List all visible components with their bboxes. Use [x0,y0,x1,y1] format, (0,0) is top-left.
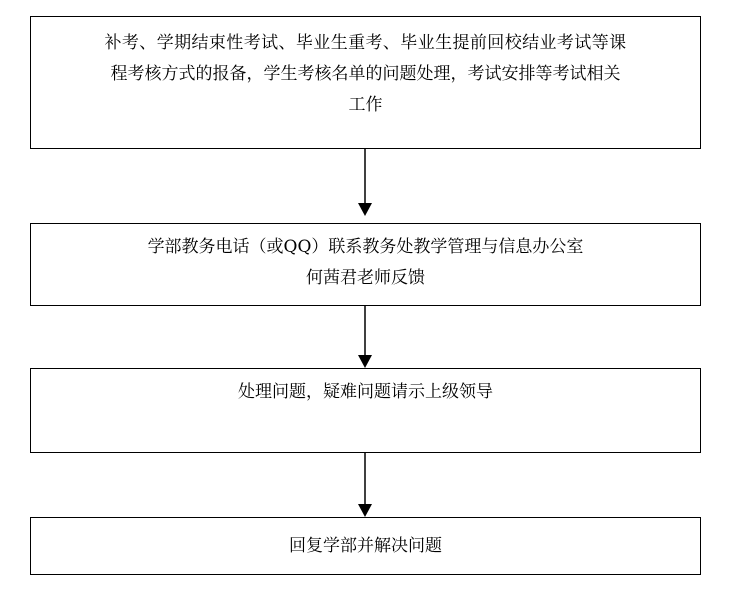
flow-step-1 [30,16,701,149]
arrow-1-head [358,203,372,216]
flow-step-1-line-2: 程考核方式的报备，学生考核名单的问题处理，考试安排等考试相关 [110,64,621,84]
arrow-3-head [358,504,372,517]
arrow-step-1-to-2 [358,149,372,216]
flow-step-4-line-1: 回复学部并解决问题 [289,536,442,556]
flow-step-3 [30,368,701,453]
arrow-2-head [358,355,372,368]
flow-step-1-line-1: 补考、学期结束性考试、毕业生重考、毕业生提前回校结业考试等课 [104,33,627,53]
flow-step-2 [30,223,701,306]
arrow-step-2-to-3 [358,306,372,368]
flow-step-3-line-1: 处理问题，疑难问题请示上级领导 [238,382,493,402]
flow-step-1-line-3: 工作 [348,95,383,115]
flow-step-2-line-1: 学部教务电话（或QQ）联系教务处教学管理与信息办公室 [147,237,584,257]
flow-step-2-line-2: 何茜君老师反馈 [306,268,425,288]
arrow-step-3-to-4 [358,453,372,517]
flow-step-4 [30,517,701,575]
